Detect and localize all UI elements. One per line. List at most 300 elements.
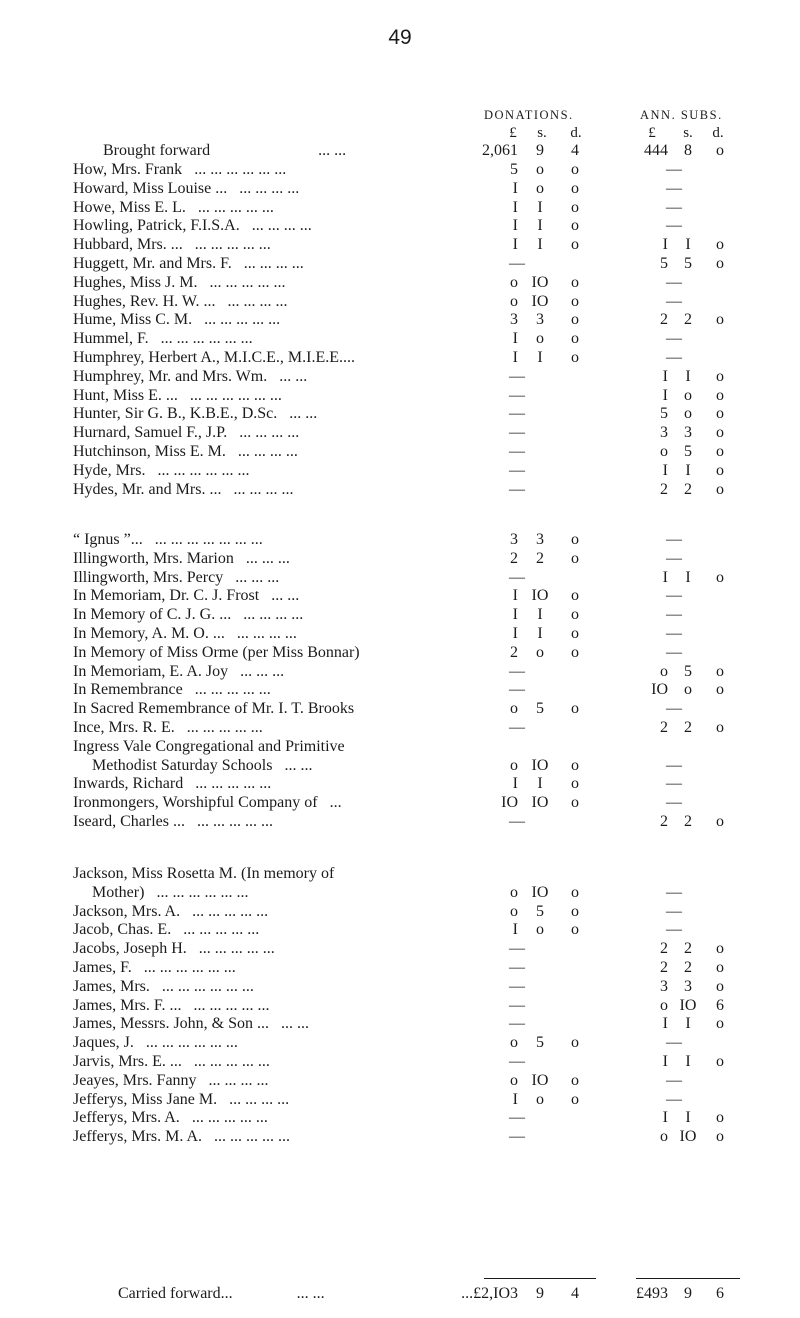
subscription-pounds: I	[662, 236, 668, 254]
donation-pounds: I	[512, 236, 518, 254]
donation-pounds: I	[512, 775, 518, 793]
subscription-pence: o	[716, 386, 724, 404]
ledger-row	[0, 199, 800, 217]
donation-dash: —	[509, 1053, 525, 1070]
contributor-name: Jeayes, Mrs. Fanny ... ... ... ...	[73, 1071, 269, 1089]
ledger-row	[0, 663, 800, 681]
donation-shillings: o	[536, 1090, 544, 1108]
donation-dash: —	[509, 568, 525, 586]
subscription-pounds: o	[660, 443, 668, 460]
subscription-dash: —	[666, 606, 682, 624]
subscription-pence: o	[716, 940, 724, 958]
subscription-dash: —	[666, 625, 682, 642]
contributor-name: Iseard, Charles ... ... ... ... ... ...	[73, 813, 273, 830]
donations-pence-unit: d.	[570, 125, 582, 141]
leader-dots: ... ... ... ... ...	[196, 813, 273, 830]
subscription-dash: —	[666, 1071, 682, 1089]
ledger-row	[0, 330, 800, 348]
donation-shillings: 3	[536, 531, 544, 548]
donation-dash: —	[509, 813, 525, 830]
donation-pounds: I	[512, 330, 518, 348]
ledger-row	[0, 606, 800, 624]
subscription-pounds: 2	[660, 480, 668, 498]
donation-pence: o	[571, 643, 579, 661]
donation-pence: o	[571, 883, 579, 901]
subscription-pounds: 2	[660, 813, 668, 830]
donation-shillings: IO	[531, 883, 549, 901]
carried-forward-label: Carried forward... ... ...	[118, 1285, 325, 1302]
page-number: 49	[388, 26, 412, 49]
ledger-row	[0, 1091, 800, 1109]
donation-pence: o	[571, 775, 579, 793]
donation-shillings: 5	[536, 1034, 544, 1052]
subscription-dash: —	[666, 587, 682, 605]
leader-dots: ... ... ... ...	[227, 292, 288, 310]
ledger-row	[0, 424, 800, 442]
donation-dash: —	[509, 719, 525, 736]
donation-pence: o	[571, 1071, 579, 1089]
subscription-pounds: o	[660, 996, 668, 1014]
donation-dash: —	[509, 367, 525, 385]
ledger-row	[0, 625, 800, 643]
donation-dash: —	[509, 255, 525, 272]
subscription-shillings: 2	[684, 813, 692, 830]
leader-dots: ... ... ... ... ...	[214, 1128, 291, 1146]
ledger-row	[0, 550, 800, 568]
subscription-dash: —	[666, 217, 682, 235]
contributor-name: Methodist Saturday Schools ... ...	[92, 756, 313, 774]
donation-pounds: o	[510, 756, 518, 774]
donation-shillings: I	[537, 349, 543, 366]
donation-pence: o	[571, 531, 579, 548]
leader-dots: ... ... ...	[235, 568, 280, 586]
donation-shillings: I	[537, 606, 543, 624]
donation-shillings: 2	[536, 549, 544, 567]
ledger-row	[0, 161, 800, 179]
leader-dots: ... ... ...	[240, 662, 285, 680]
subscription-shillings: I	[685, 1109, 691, 1127]
donation-dash: —	[509, 1015, 525, 1033]
subscription-shillings: o	[684, 386, 692, 404]
subscription-pence: 6	[716, 996, 724, 1014]
subscription-pounds: 3	[660, 977, 668, 995]
subscription-shillings: 3	[684, 424, 692, 442]
subscription-pence: o	[716, 311, 724, 329]
donation-pounds: I	[512, 198, 518, 216]
ledger-row	[0, 405, 800, 423]
ledger-row	[0, 531, 800, 549]
leader-dots: ... ... ... ... ...	[198, 940, 275, 958]
ledger-row	[0, 681, 800, 699]
leader-dots: ... ... ... ... ... ...	[194, 161, 287, 178]
subscription-pounds: 5	[660, 255, 668, 272]
subscription-pounds: 2	[660, 311, 668, 329]
contributor-name: In Memoriam, E. A. Joy ... ... ...	[73, 662, 285, 680]
donation-dash: —	[509, 662, 525, 680]
donation-pounds: 5	[510, 161, 518, 178]
leader-dots: ... ... ... ... ...	[195, 775, 272, 793]
donation-pence: o	[571, 292, 579, 310]
subscription-dash: —	[666, 902, 682, 920]
ledger-row	[0, 387, 800, 405]
leader-dots: ... ... ... ... ... ... ...	[154, 531, 263, 548]
subscription-shillings: 2	[684, 940, 692, 958]
subscription-pounds: o	[660, 1128, 668, 1146]
donation-pence: o	[571, 587, 579, 605]
donation-pounds: I	[512, 587, 518, 605]
ledger-row	[0, 738, 800, 756]
subscription-dash: —	[666, 921, 682, 939]
donation-shillings: 5	[536, 902, 544, 920]
ledger-row	[0, 700, 800, 718]
subscription-shillings: 2	[684, 311, 692, 329]
subs-pound-unit: £	[648, 125, 656, 141]
leader-dots: ... ... ... ...	[239, 179, 300, 197]
subscription-shillings: 2	[684, 959, 692, 976]
carried-forward-subs-pounds: £493	[636, 1285, 668, 1302]
leader-dots: ... ... ... ... ...	[191, 1109, 268, 1127]
leader-dots: ... ... ... ... ... ...	[189, 386, 282, 404]
donation-dash: —	[509, 443, 525, 460]
leader-dots: ... ... ... ...	[233, 480, 294, 498]
contributor-name: Howe, Miss E. L. ... ... ... ... ...	[73, 198, 274, 216]
subscription-pence: o	[716, 424, 724, 442]
donation-pence: o	[571, 549, 579, 567]
contributor-name: Jacobs, Joseph H. ... ... ... ... ...	[73, 940, 275, 958]
subscription-dash: —	[666, 1090, 682, 1108]
contributor-name: Jacob, Chas. E. ... ... ... ... ...	[73, 921, 260, 939]
subscription-dash: —	[666, 273, 682, 291]
donation-shillings: 3	[536, 311, 544, 329]
subscription-dash: —	[666, 756, 682, 774]
donation-dash: —	[509, 1128, 525, 1146]
subscription-shillings: o	[684, 405, 692, 423]
donations-total-rule	[484, 1278, 596, 1279]
leader-dots: ... ... ... ...	[243, 255, 304, 272]
contributor-name: Inwards, Richard ... ... ... ... ...	[73, 775, 272, 793]
subscription-dash: —	[666, 775, 682, 793]
donation-shillings: o	[536, 643, 544, 661]
ledger-row	[0, 1015, 800, 1033]
donation-pounds: o	[510, 1034, 518, 1052]
contributor-name: Illingworth, Mrs. Percy ... ... ...	[73, 568, 280, 586]
donation-shillings: IO	[531, 1071, 549, 1089]
subscription-pence: o	[716, 236, 724, 254]
ledger-row	[0, 775, 800, 793]
leader-dots: ... ...	[284, 756, 313, 774]
donation-shillings: o	[536, 161, 544, 178]
carried-forward-donations-pounds: ...£2,IO3	[461, 1285, 518, 1302]
donation-dash: —	[509, 681, 525, 699]
contributor-name: Hutchinson, Miss E. M. ... ... ... ...	[73, 443, 298, 460]
subscription-pounds: 2	[660, 940, 668, 958]
donation-dash: —	[509, 977, 525, 995]
donation-pounds: o	[510, 883, 518, 901]
subscription-pounds: 5	[660, 405, 668, 423]
ann-subs-heading: ANN. SUBS.	[640, 108, 723, 122]
subscription-dash: —	[666, 1034, 682, 1052]
donation-pounds: 3	[510, 311, 518, 329]
ledger-row	[0, 959, 800, 977]
donation-dash: —	[509, 480, 525, 498]
donation-dash: —	[509, 1109, 525, 1127]
donation-pounds: I	[512, 625, 518, 642]
leader-dots: ... ...	[281, 1015, 310, 1033]
subscription-pounds: I	[662, 461, 668, 479]
donation-pounds: o	[510, 1071, 518, 1089]
subs-shilling-unit: s.	[683, 125, 693, 141]
subscription-pounds: I	[662, 1053, 668, 1070]
leader-dots: ... ... ... ...	[239, 424, 300, 442]
subscription-shillings: 3	[684, 977, 692, 995]
subscription-dash: —	[666, 643, 682, 661]
ledger-row	[0, 217, 800, 235]
ledger-row	[0, 1053, 800, 1071]
ledger-row	[0, 921, 800, 939]
leader-dots: ... ... ... ... ...	[197, 198, 274, 216]
subscription-shillings: 5	[684, 255, 692, 272]
subscription-dash: —	[666, 531, 682, 548]
donation-shillings: IO	[531, 273, 549, 291]
leader-dots: ... ... ... ... ...	[192, 902, 269, 920]
subscription-pounds: I	[662, 386, 668, 404]
ledger-row	[0, 903, 800, 921]
donation-shillings: IO	[531, 587, 549, 605]
subscription-pence: o	[716, 443, 724, 460]
subscription-pounds: 3	[660, 424, 668, 442]
carried-forward-subs-shillings: 9	[684, 1285, 692, 1302]
ledger-row	[0, 293, 800, 311]
donation-shillings: I	[537, 625, 543, 642]
contributor-name: In Memory of C. J. G. ... ... ... ... ...	[73, 606, 304, 624]
subscription-pence: o	[716, 255, 724, 272]
subscription-dash: —	[666, 700, 682, 718]
contributor-name: James, Messrs. John, & Son ... ... ...	[73, 1015, 310, 1033]
donation-shillings: 5	[536, 700, 544, 718]
contributor-name: In Remembrance ... ... ... ... ...	[73, 681, 271, 699]
donation-pence: o	[571, 606, 579, 624]
donation-pounds: I	[512, 1090, 518, 1108]
brought-forward-subs-pounds: 444	[644, 142, 668, 159]
donation-shillings: IO	[531, 756, 549, 774]
contributor-name: Hyde, Mrs. ... ... ... ... ... ...	[73, 461, 250, 479]
ledger-row	[0, 481, 800, 499]
ledger-row	[0, 443, 800, 461]
carried-forward-donations-shillings: 9	[536, 1285, 544, 1302]
leader-dots: ... ... ... ... ... ...	[161, 977, 254, 995]
donation-pence: o	[571, 756, 579, 774]
subscription-pence: o	[716, 813, 724, 830]
subscription-pence: o	[716, 461, 724, 479]
leader-dots: ... ... ... ... ... ...	[145, 1034, 238, 1052]
contributor-name: Jefferys, Mrs. M. A. ... ... ... ... ...	[73, 1128, 291, 1146]
contributor-name: Jackson, Mrs. A. ... ... ... ... ...	[73, 902, 269, 920]
contributor-name: Hummel, F. ... ... ... ... ... ...	[73, 330, 253, 348]
donation-pounds: 2	[510, 549, 518, 567]
donation-pence: o	[571, 1034, 579, 1052]
donation-pence: o	[571, 273, 579, 291]
donation-pounds: o	[510, 273, 518, 291]
donation-pounds: o	[510, 902, 518, 920]
subscription-pence: o	[716, 568, 724, 586]
contributor-name: Jackson, Miss Rosetta M. (In memory of	[73, 865, 335, 882]
donation-shillings: o	[536, 921, 544, 939]
ledger-row	[0, 1072, 800, 1090]
donation-pence: o	[571, 921, 579, 939]
subscription-pounds: 2	[660, 959, 668, 976]
contributor-name: James, F. ... ... ... ... ... ...	[73, 959, 236, 976]
leader-dots: ... ... ... ...	[208, 1071, 269, 1089]
ledger-row	[0, 368, 800, 386]
contributor-name: Jarvis, Mrs. E. ... ... ... ... ... ...	[73, 1053, 270, 1070]
contributor-name: Jaques, J. ... ... ... ... ... ...	[73, 1034, 238, 1052]
subscription-pounds: I	[662, 1109, 668, 1127]
ledger-row	[0, 311, 800, 329]
ledger-row	[0, 236, 800, 254]
ledger-row	[0, 255, 800, 273]
leader-dots: ... ... ...	[245, 549, 290, 567]
donation-pence: o	[571, 625, 579, 642]
donation-pounds: I	[512, 349, 518, 366]
contributor-name: In Sacred Remembrance of Mr. I. T. Brooks	[73, 700, 355, 718]
donation-shillings: I	[537, 217, 543, 235]
ledger-row	[0, 569, 800, 587]
contributor-name: Humphrey, Herbert A., M.I.C.E., M.I.E.E....	[73, 349, 356, 366]
subscription-shillings: I	[685, 236, 691, 254]
leader-dots: ... ... ... ...	[237, 443, 298, 460]
donation-pence: o	[571, 349, 579, 366]
leader-dots: ... ...	[279, 367, 308, 385]
leader-dots: ... ... ... ... ...	[204, 311, 281, 329]
donations-pound-unit: £	[509, 125, 517, 141]
subscription-dash: —	[666, 549, 682, 567]
ledger-row	[0, 1109, 800, 1127]
ledger-row	[0, 940, 800, 958]
leader-dots: ... ... ... ... ...	[193, 996, 270, 1014]
brought-forward-row	[0, 142, 800, 160]
carried-forward-row	[0, 1285, 800, 1303]
leader-dots: ... ... ... ...	[251, 217, 312, 235]
donation-dash: —	[509, 424, 525, 442]
subscription-dash: —	[666, 179, 682, 197]
subscription-shillings: IO	[679, 996, 697, 1014]
leader-dots: ... ... ... ... ...	[209, 273, 286, 291]
leader-dots: ... ... ... ... ...	[194, 681, 271, 699]
contributor-name: In Memoriam, Dr. C. J. Frost ... ...	[73, 587, 300, 605]
ledger-row	[0, 349, 800, 367]
contributor-name: Hughes, Miss J. M. ... ... ... ... ...	[73, 273, 286, 291]
subscription-pence: o	[716, 719, 724, 736]
subscription-shillings: 5	[684, 662, 692, 680]
subs-total-rule	[636, 1278, 740, 1279]
subscription-pence: o	[716, 1128, 724, 1146]
leader-dots: ... ... ... ...	[236, 625, 297, 642]
subscription-pence: o	[716, 1015, 724, 1033]
ledger-row	[0, 274, 800, 292]
subscription-shillings: 2	[684, 480, 692, 498]
contributor-name: Howard, Miss Louise ... ... ... ... ...	[73, 179, 300, 197]
contributor-name: Ironmongers, Worshipful Company of ...	[73, 794, 342, 812]
donation-shillings: I	[537, 236, 543, 254]
subscription-pence: o	[716, 959, 724, 976]
donations-shilling-unit: s.	[537, 125, 547, 141]
subscription-shillings: IO	[679, 1128, 697, 1146]
contributor-name: Jefferys, Mrs. A. ... ... ... ... ...	[73, 1109, 268, 1127]
donation-pounds: I	[512, 217, 518, 235]
contributor-name: Jefferys, Miss Jane M. ... ... ... ...	[73, 1090, 290, 1108]
ledger-row	[0, 1034, 800, 1052]
carried-forward-subs-pence: 6	[716, 1285, 724, 1302]
donation-dash: —	[509, 461, 525, 479]
subscription-shillings: 2	[684, 719, 692, 736]
contributor-name: Illingworth, Mrs. Marion ... ... ...	[73, 549, 290, 567]
contributor-name: Huggett, Mr. and Mrs. F. ... ... ... ...	[73, 255, 304, 272]
leader-dots: ... ... ... ... ... ...	[143, 959, 236, 976]
contributor-name: Mother) ... ... ... ... ... ...	[92, 883, 249, 901]
donations-heading: DONATIONS.	[484, 108, 574, 122]
leader-dots: ... ...	[271, 587, 300, 605]
subscription-dash: —	[666, 883, 682, 901]
contributor-name: Humphrey, Mr. and Mrs. Wm. ... ...	[73, 367, 308, 385]
subscription-shillings: o	[684, 681, 692, 699]
donation-pence: o	[571, 1090, 579, 1108]
contributor-name: Hunter, Sir G. B., K.B.E., D.Sc. ... ...	[73, 405, 318, 423]
subscription-shillings: 5	[684, 443, 692, 460]
donation-pence: o	[571, 330, 579, 348]
ledger-row	[0, 865, 800, 883]
subscription-pence: o	[716, 480, 724, 498]
brought-forward-donations-pence: 4	[571, 142, 579, 159]
contributor-name: Hydes, Mr. and Mrs. ... ... ... ... ...	[73, 480, 294, 498]
subscription-pence: o	[716, 662, 724, 680]
leader-dots: ... ...	[289, 405, 318, 423]
subscription-shillings: I	[685, 1015, 691, 1033]
leader-dots: ... ... ... ... ... ...	[156, 883, 249, 901]
leader-dots: ...	[329, 794, 342, 812]
donation-pence: o	[571, 700, 579, 718]
subscription-pounds: I	[662, 1015, 668, 1033]
donation-shillings: I	[537, 775, 543, 793]
brought-forward-donations-pounds: 2,061	[482, 142, 518, 159]
contributor-name: Hurnard, Samuel F., J.P. ... ... ... ...	[73, 424, 300, 442]
subscription-dash: —	[666, 292, 682, 310]
subscription-dash: —	[666, 330, 682, 348]
donation-pence: o	[571, 794, 579, 812]
ledger-row	[0, 462, 800, 480]
subscription-dash: —	[666, 794, 682, 812]
subscription-pounds: I	[662, 568, 668, 586]
donation-dash: —	[509, 959, 525, 976]
donation-pounds: I	[512, 921, 518, 939]
contributor-name: Ingress Vale Congregational and Primitive	[73, 737, 345, 755]
donation-pence: o	[571, 902, 579, 920]
donation-pence: o	[571, 179, 579, 197]
subscription-pence: o	[716, 681, 724, 699]
donation-dash: —	[509, 996, 525, 1014]
donation-pence: o	[571, 311, 579, 329]
ledger-row	[0, 978, 800, 996]
ledger-row	[0, 794, 800, 812]
subscription-dash: —	[666, 198, 682, 216]
subscription-pence: o	[716, 977, 724, 995]
leader-dots: ... ... ... ... ...	[183, 921, 260, 939]
ledger-row	[0, 587, 800, 605]
leader-dots: ... ... ... ... ... ...	[160, 330, 253, 348]
leader-dots: ... ... ... ... ... ...	[157, 461, 250, 479]
donation-pence: o	[571, 198, 579, 216]
ledger-row	[0, 757, 800, 775]
contributor-name: In Memory, A. M. O. ... ... ... ... ...	[73, 625, 297, 642]
